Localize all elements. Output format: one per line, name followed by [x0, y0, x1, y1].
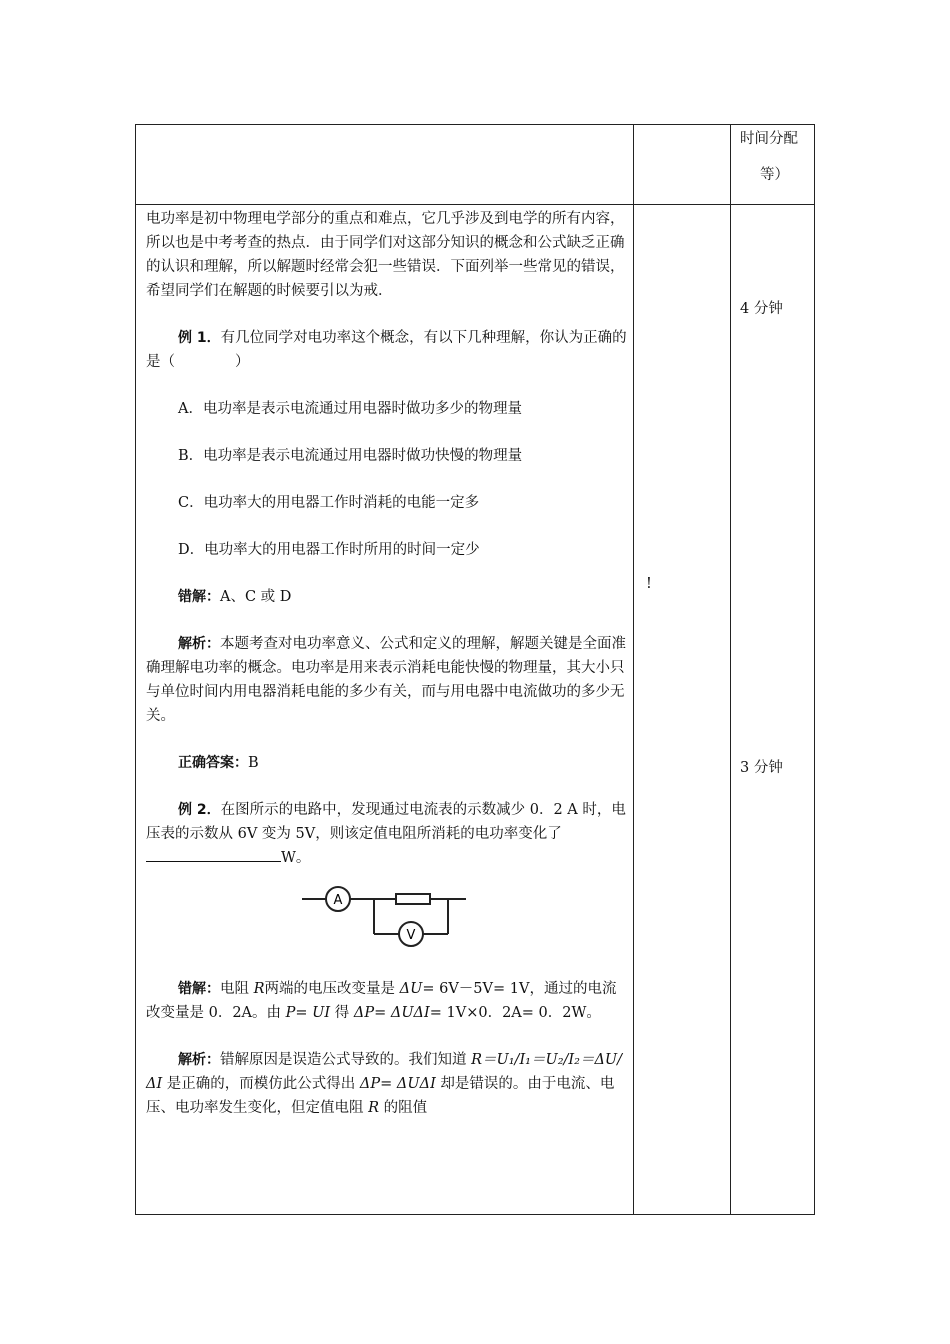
- analysis2-text-2: 是正确的，而模仿此公式得出: [162, 1076, 360, 1092]
- option-d: D．电功率大的用电器工作时所用的时间一定少: [178, 542, 480, 558]
- wrong2-text-5: 得: [330, 1005, 354, 1021]
- lesson-content: [146, 207, 630, 1120]
- voltmeter-label: V: [406, 928, 416, 943]
- wrong-solution-label-2: 错解：: [178, 981, 220, 997]
- wrong2-text-4: =: [295, 1005, 313, 1021]
- example-1-wrong-solution: [146, 585, 630, 609]
- wrong2-text-2: 两端的电压改变量是: [264, 981, 400, 997]
- wrong2-text-7: = 1V×0．2A= 0．2W。: [429, 1005, 601, 1021]
- option-a: A．电功率是表示电流通过用电器时做功多少的物理量: [178, 401, 522, 417]
- example-2-question: [146, 798, 630, 870]
- answer-blank: [146, 847, 281, 862]
- example-1-close-paren: ）: [235, 354, 250, 370]
- column-divider-2: [730, 125, 731, 1214]
- time-header: [740, 127, 814, 187]
- column-divider-1: [633, 125, 634, 1214]
- wrong2-var-ui: UI: [312, 1005, 331, 1021]
- header-divider: [136, 204, 814, 205]
- analysis2-text-3: 却是错误的。由于电流、电压、电功率发生变化，但定值电阻: [146, 1076, 615, 1116]
- example-2-text: 在图所示的电路中，发现通过电流表的示数减少 0．2 A 时，电压表的示数从 6V 变为 5V，则该定值电阻所消耗的电功率变化了: [146, 802, 626, 842]
- example-1-text: 有几位同学对电功率这个概念，有以下几种理解，你认为正确的是（: [146, 330, 627, 370]
- time-header-line1: 时间分配: [740, 131, 798, 147]
- wrong2-text-1: 电阻: [220, 981, 254, 997]
- example-1-question: [146, 326, 630, 374]
- ammeter-label: A: [333, 893, 343, 908]
- analysis2-formula-1: R＝U₁/I₁＝U₂/I₂＝ΔU/ΔI: [146, 1052, 623, 1092]
- example-2-wrong-solution: [146, 977, 630, 1025]
- example-2-analysis: [146, 1048, 630, 1120]
- wrong2-var-dudi: ΔUΔI: [390, 1005, 430, 1021]
- option-c: C．电功率大的用电器工作时消耗的电能一定多: [178, 495, 480, 511]
- lesson-table: [135, 124, 815, 1215]
- example-2-unit: W。: [281, 850, 311, 866]
- time-allocation-2: 3 分钟: [740, 760, 783, 776]
- example-1-analysis: [146, 632, 630, 728]
- time-allocation-1: 4 分钟: [740, 301, 783, 317]
- analysis2-var-r: R: [368, 1100, 380, 1116]
- option-b: B．电功率是表示电流通过用电器时做功快慢的物理量: [178, 448, 523, 464]
- analysis2-text-1: 错解原因是误造公式导致的。我们知道: [220, 1052, 472, 1068]
- wrong2-var-p: P: [285, 1005, 296, 1021]
- analysis-label: 解析：: [178, 636, 220, 652]
- answer-label: 正确答案：: [178, 755, 248, 771]
- wrong2-var-dp: ΔP: [353, 1005, 375, 1021]
- wrong-solution-label: 错解：: [178, 589, 220, 605]
- time-header-line2: 等）: [760, 167, 789, 183]
- analysis-text: 本题考查对电功率意义、公式和定义的理解，解题关键是全面准确理解电功率的概念。电功率是用来表示消耗电能快慢的物理量，其大小只与单位时间内用电器消耗电能的多少有关，而与用电器中电流做功的多少无关。: [146, 636, 626, 724]
- analysis-label-2: 解析：: [178, 1052, 220, 1068]
- answer-text: B: [248, 755, 259, 771]
- analysis2-text-4: 的阻值: [379, 1100, 428, 1116]
- intro-paragraph: 电功率是初中物理电学部分的重点和难点，它几乎涉及到电学的所有内容，所以也是中考考查的热点．由于同学们对这部分知识的概念和公式缺乏正确的认识和理解，所以解题时经常会犯一些错误．下面列举一些常见的错误，希望同学们在解题的时候要引以为戒．: [146, 211, 625, 299]
- example-2-label: 例 2．: [178, 802, 221, 818]
- wrong2-text-3: = 6V－5V= 1V，通过的电流改变量是 0．2A。由: [146, 981, 617, 1021]
- wrong2-var-du: ΔU: [399, 981, 423, 997]
- wrong-solution-text: A、C 或 D: [220, 589, 292, 605]
- wrong2-text-6: =: [374, 1005, 391, 1021]
- circuit-diagram: [296, 884, 476, 954]
- middle-mark: !: [646, 576, 652, 592]
- resistor-icon: [396, 894, 430, 904]
- analysis2-formula-2: ΔP= ΔUΔI: [359, 1076, 436, 1092]
- example-1-label: 例 1．: [178, 330, 221, 346]
- wrong2-var-r: R: [253, 981, 265, 997]
- example-1-answer: [146, 751, 630, 775]
